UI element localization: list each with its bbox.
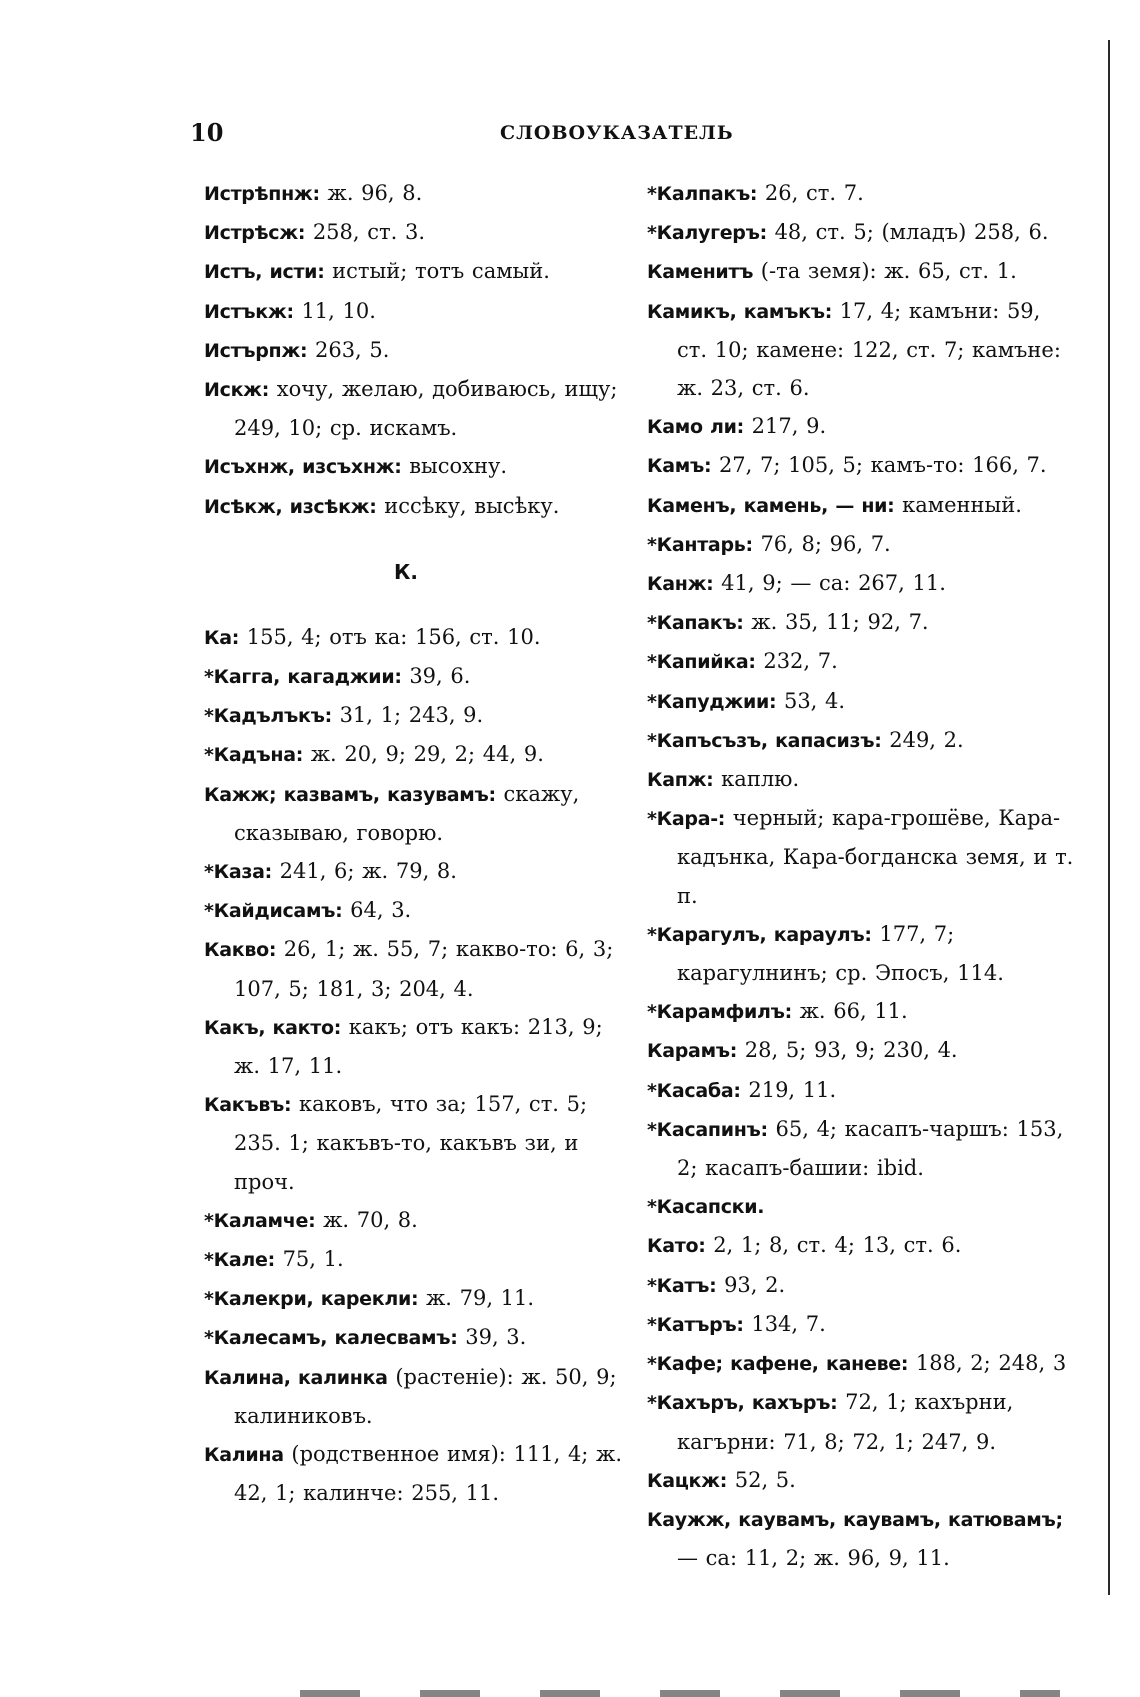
index-entry	[647, 642, 1077, 681]
entry-references: хочу, желаю, добиваюсь, ищу; 249, 10; ср. искамъ.	[234, 377, 618, 441]
index-entry	[647, 682, 1077, 721]
entry-references: 2, 1; 8, ст. 4; 13, ст. 6.	[705, 1233, 962, 1258]
entry-headword: *Катъръ:	[647, 1313, 744, 1336]
entry-headword: Истрѣсж:	[204, 222, 306, 245]
entry-headword: *Карагулъ, караулъ:	[647, 923, 872, 946]
entry-headword: *Каза:	[204, 861, 272, 884]
index-entry	[204, 852, 624, 891]
entry-headword: *Кадъна:	[204, 744, 304, 767]
index-entry	[647, 1500, 1077, 1577]
index-entry	[647, 915, 1077, 992]
entry-references: 11, 10.	[293, 298, 376, 323]
entry-headword: Какво:	[204, 939, 277, 962]
entry-headword: Капж:	[647, 769, 714, 792]
index-entry	[204, 331, 624, 370]
entry-headword: *Капъсъзъ, капасизъ:	[647, 729, 882, 752]
entry-references: 27, 7; 105, 5; камъ-то: 166, 7.	[711, 453, 1047, 478]
entry-references: 31, 1; 243, 9.	[331, 703, 484, 728]
index-entry	[204, 1318, 624, 1357]
index-entry	[647, 1031, 1077, 1070]
entry-headword: *Капакъ:	[647, 612, 744, 635]
index-entry	[647, 1344, 1077, 1383]
index-entry	[647, 407, 1077, 446]
entry-headword: Като:	[647, 1235, 706, 1258]
index-entry	[204, 930, 624, 1007]
entry-headword: Истрѣпнж:	[204, 183, 320, 205]
scan-bottom-edge	[300, 1690, 1060, 1697]
entry-references: черный; кара-грошёве, Кара-кадънка, Кара-богданска земя, и т. п.	[677, 806, 1074, 908]
entry-headword: Камикъ, камъкъ:	[647, 300, 832, 323]
entry-references: 188, 2; 248, 3	[908, 1351, 1067, 1376]
index-entry	[204, 657, 624, 696]
entry-references: каменный.	[894, 492, 1022, 517]
entry-references: 53, 4.	[776, 688, 846, 713]
entry-references: — са: 11, 2; ж. 96, 9, 11.	[677, 1546, 950, 1571]
entry-references: 177, 7; карагулнинъ; ср. Эпосъ, 114.	[677, 921, 1004, 986]
entry-headword: Истърпж:	[204, 339, 308, 362]
entry-headword: Исъхнж, изсъхнж:	[204, 456, 402, 479]
index-entry	[647, 174, 1077, 213]
entry-headword: Каменъ, камень, — ни:	[647, 494, 895, 517]
index-entry	[204, 174, 624, 213]
index-entry	[647, 1266, 1077, 1305]
index-entry	[204, 775, 624, 852]
entry-headword: Калина	[204, 1444, 284, 1467]
index-entry	[204, 696, 624, 735]
index-entry	[647, 1071, 1077, 1110]
index-entry	[647, 1187, 1077, 1226]
entry-headword: *Кахъръ, кахъръ:	[647, 1392, 838, 1415]
index-entry	[647, 1110, 1077, 1187]
index-entry	[204, 1358, 624, 1435]
entry-references: 217, 9.	[743, 414, 827, 439]
entry-headword: Калина, калинка	[204, 1366, 388, 1389]
entry-headword: *Калпакъ:	[647, 183, 758, 205]
entry-headword: *Касапски.	[647, 1196, 765, 1219]
entry-headword: *Капуджии:	[647, 690, 777, 713]
section-letter: К.	[394, 559, 418, 584]
index-entry	[647, 252, 1077, 291]
entry-references: 28, 5; 93, 9; 230, 4.	[737, 1038, 958, 1063]
entry-headword: *Калесамъ, калесвамъ:	[204, 1327, 458, 1350]
index-entry	[204, 1201, 624, 1240]
entry-references: 65, 4; касапъ-чаршъ: 153, 2; касапъ-башии: ibid.	[677, 1116, 1064, 1181]
entry-references: 155, 4; отъ ка: 156, ст. 10.	[239, 624, 541, 649]
entry-references: 64, 3.	[342, 898, 412, 923]
entry-headword: *Кадълъкъ:	[204, 705, 332, 728]
entry-headword: *Карамфилъ:	[647, 1001, 792, 1024]
entry-headword: Каменитъ	[647, 261, 754, 284]
index-entry	[647, 446, 1077, 485]
entry-headword: *Касаба:	[647, 1079, 741, 1102]
entry-references: иссѣку, высѣку.	[376, 493, 560, 518]
index-entry	[647, 1305, 1077, 1344]
entry-references: 41, 9; — са: 267, 11.	[713, 571, 946, 596]
entry-headword: Карамъ:	[647, 1040, 738, 1063]
index-entry	[647, 992, 1077, 1031]
index-entry	[647, 525, 1077, 564]
entry-headword: Кацкж:	[647, 1469, 728, 1492]
index-entry	[204, 891, 624, 930]
entry-headword: *Калугеръ:	[647, 222, 767, 245]
left-column	[204, 174, 624, 1513]
index-entry	[204, 618, 624, 657]
entry-headword: Кажж; казвамъ, казувамъ:	[204, 783, 496, 806]
index-entry	[647, 1383, 1077, 1460]
entry-references: скажу, сказываю, говорю.	[234, 781, 580, 845]
entry-references: 52, 5.	[727, 1467, 796, 1492]
entry-headword: Истъкж:	[204, 300, 294, 323]
entry-references: 134, 7.	[743, 1311, 826, 1336]
entry-references: истый; тотъ самый.	[324, 259, 550, 284]
page-number: 10	[190, 118, 224, 147]
entry-references: (-та земя): ж. 65, ст. 1.	[753, 259, 1017, 284]
index-entry	[647, 564, 1077, 603]
entry-headword: *Кантарь:	[647, 533, 753, 556]
entry-references: какъ; отъ какъ: 213, 9; ж. 17, 11.	[234, 1014, 603, 1079]
index-entry	[204, 447, 624, 486]
entry-headword: Камо ли:	[647, 416, 744, 439]
entry-references: ж. 79, 11.	[418, 1286, 535, 1311]
entry-references: 249, 2.	[881, 727, 964, 752]
entry-references: 263, 5.	[307, 337, 390, 362]
entry-references: 93, 2.	[716, 1272, 786, 1297]
entry-references: (растеніе): ж. 50, 9; калиниковъ.	[234, 1364, 617, 1428]
entry-headword: *Кара-:	[647, 808, 726, 831]
index-entry	[204, 1279, 624, 1318]
entry-headword: Камъ:	[647, 455, 712, 478]
entry-references: 75, 1.	[274, 1247, 344, 1272]
entry-headword: *Кагга, кагаджии:	[204, 666, 402, 689]
index-entry	[204, 487, 624, 526]
entry-references: 72, 1; кахърни, кагърни: 71, 8; 72, 1; 247, 9.	[677, 1390, 1014, 1454]
entry-references: ж. 70, 8.	[315, 1207, 418, 1232]
index-entry	[204, 292, 624, 331]
page-header	[0, 118, 1140, 152]
entry-headword: *Капийка:	[647, 651, 756, 674]
entry-references: 26, 1; ж. 55, 7; какво-то: 6, 3; 107, 5; 181, 3; 204, 4.	[234, 937, 614, 1001]
index-entry	[204, 1435, 624, 1512]
index-entry	[204, 370, 624, 447]
index-entry	[204, 1085, 624, 1201]
entry-references: 39, 6.	[401, 664, 471, 689]
entry-headword: Искж:	[204, 379, 270, 402]
entry-headword: Ка:	[204, 626, 240, 649]
entry-headword: *Кафе; кафене, каневе:	[647, 1353, 909, 1376]
entry-references: каковъ, что за; 157, ст. 5; 235. 1; какъвъ-то, какъвъ зи, и проч.	[234, 1092, 588, 1194]
entry-headword: Исѣкж, изсѣкж:	[204, 495, 377, 518]
entry-references: 232, 7.	[755, 649, 838, 674]
entry-headword: Какъвъ:	[204, 1094, 292, 1117]
entry-references: ж. 96, 8.	[319, 181, 423, 205]
entry-references: каплю.	[713, 767, 800, 792]
entry-references: 26, ст. 7.	[757, 181, 864, 205]
entry-headword: *Кайдисамъ:	[204, 900, 343, 923]
entry-headword: *Катъ:	[647, 1274, 717, 1297]
index-entry	[204, 252, 624, 291]
index-entry	[647, 799, 1077, 915]
entry-headword: Истъ, исти:	[204, 261, 325, 284]
index-entry	[647, 721, 1077, 760]
entry-references: 258, ст. 3.	[305, 220, 426, 245]
entry-references: 39, 3.	[457, 1325, 527, 1350]
entry-headword: *Каламче:	[204, 1209, 316, 1232]
index-entry	[204, 1008, 624, 1085]
index-entry	[647, 603, 1077, 642]
entry-headword: *Кале:	[204, 1249, 275, 1272]
entry-headword: Какъ, както:	[204, 1016, 342, 1039]
entry-references: 76, 8; 96, 7.	[752, 531, 891, 556]
index-entry	[647, 760, 1077, 799]
entry-references: 48, ст. 5; (младъ) 258, 6.	[766, 220, 1049, 245]
index-entry	[647, 213, 1077, 252]
right-column	[647, 174, 1077, 1577]
index-entry	[647, 1461, 1077, 1500]
index-entry	[204, 735, 624, 774]
running-head: СЛОВОУКАЗАТЕЛЬ	[500, 122, 734, 144]
entry-headword: Каужж, каувамъ, каувамъ, катювамъ;	[647, 1508, 1063, 1531]
index-entry	[647, 292, 1077, 408]
entry-headword: *Калекри, карекли:	[204, 1288, 419, 1311]
entry-headword: *Касапинъ:	[647, 1118, 768, 1141]
entry-references: 219, 11.	[740, 1077, 837, 1102]
index-entry	[204, 213, 624, 252]
entry-references: высохну.	[401, 454, 508, 479]
index-entry	[204, 1240, 624, 1279]
entry-references: (родственное имя): 111, 4; ж. 42, 1; калинче: 255, 11.	[234, 1442, 623, 1506]
index-entry	[647, 486, 1077, 525]
entry-references: ж. 66, 11.	[791, 999, 908, 1024]
entry-references: 17, 4; камъни: 59, ст. 10; камене: 122, ст. 7; камъне: ж. 23, ст. 6.	[677, 298, 1061, 401]
entry-references: ж. 35, 11; 92, 7.	[743, 610, 929, 635]
entry-references: 241, 6; ж. 79, 8.	[271, 859, 457, 884]
page-edge-rule	[1108, 40, 1110, 1595]
entry-references: ж. 20, 9; 29, 2; 44, 9.	[303, 742, 544, 767]
entry-headword: Канж:	[647, 573, 714, 596]
index-entry	[647, 1226, 1077, 1265]
